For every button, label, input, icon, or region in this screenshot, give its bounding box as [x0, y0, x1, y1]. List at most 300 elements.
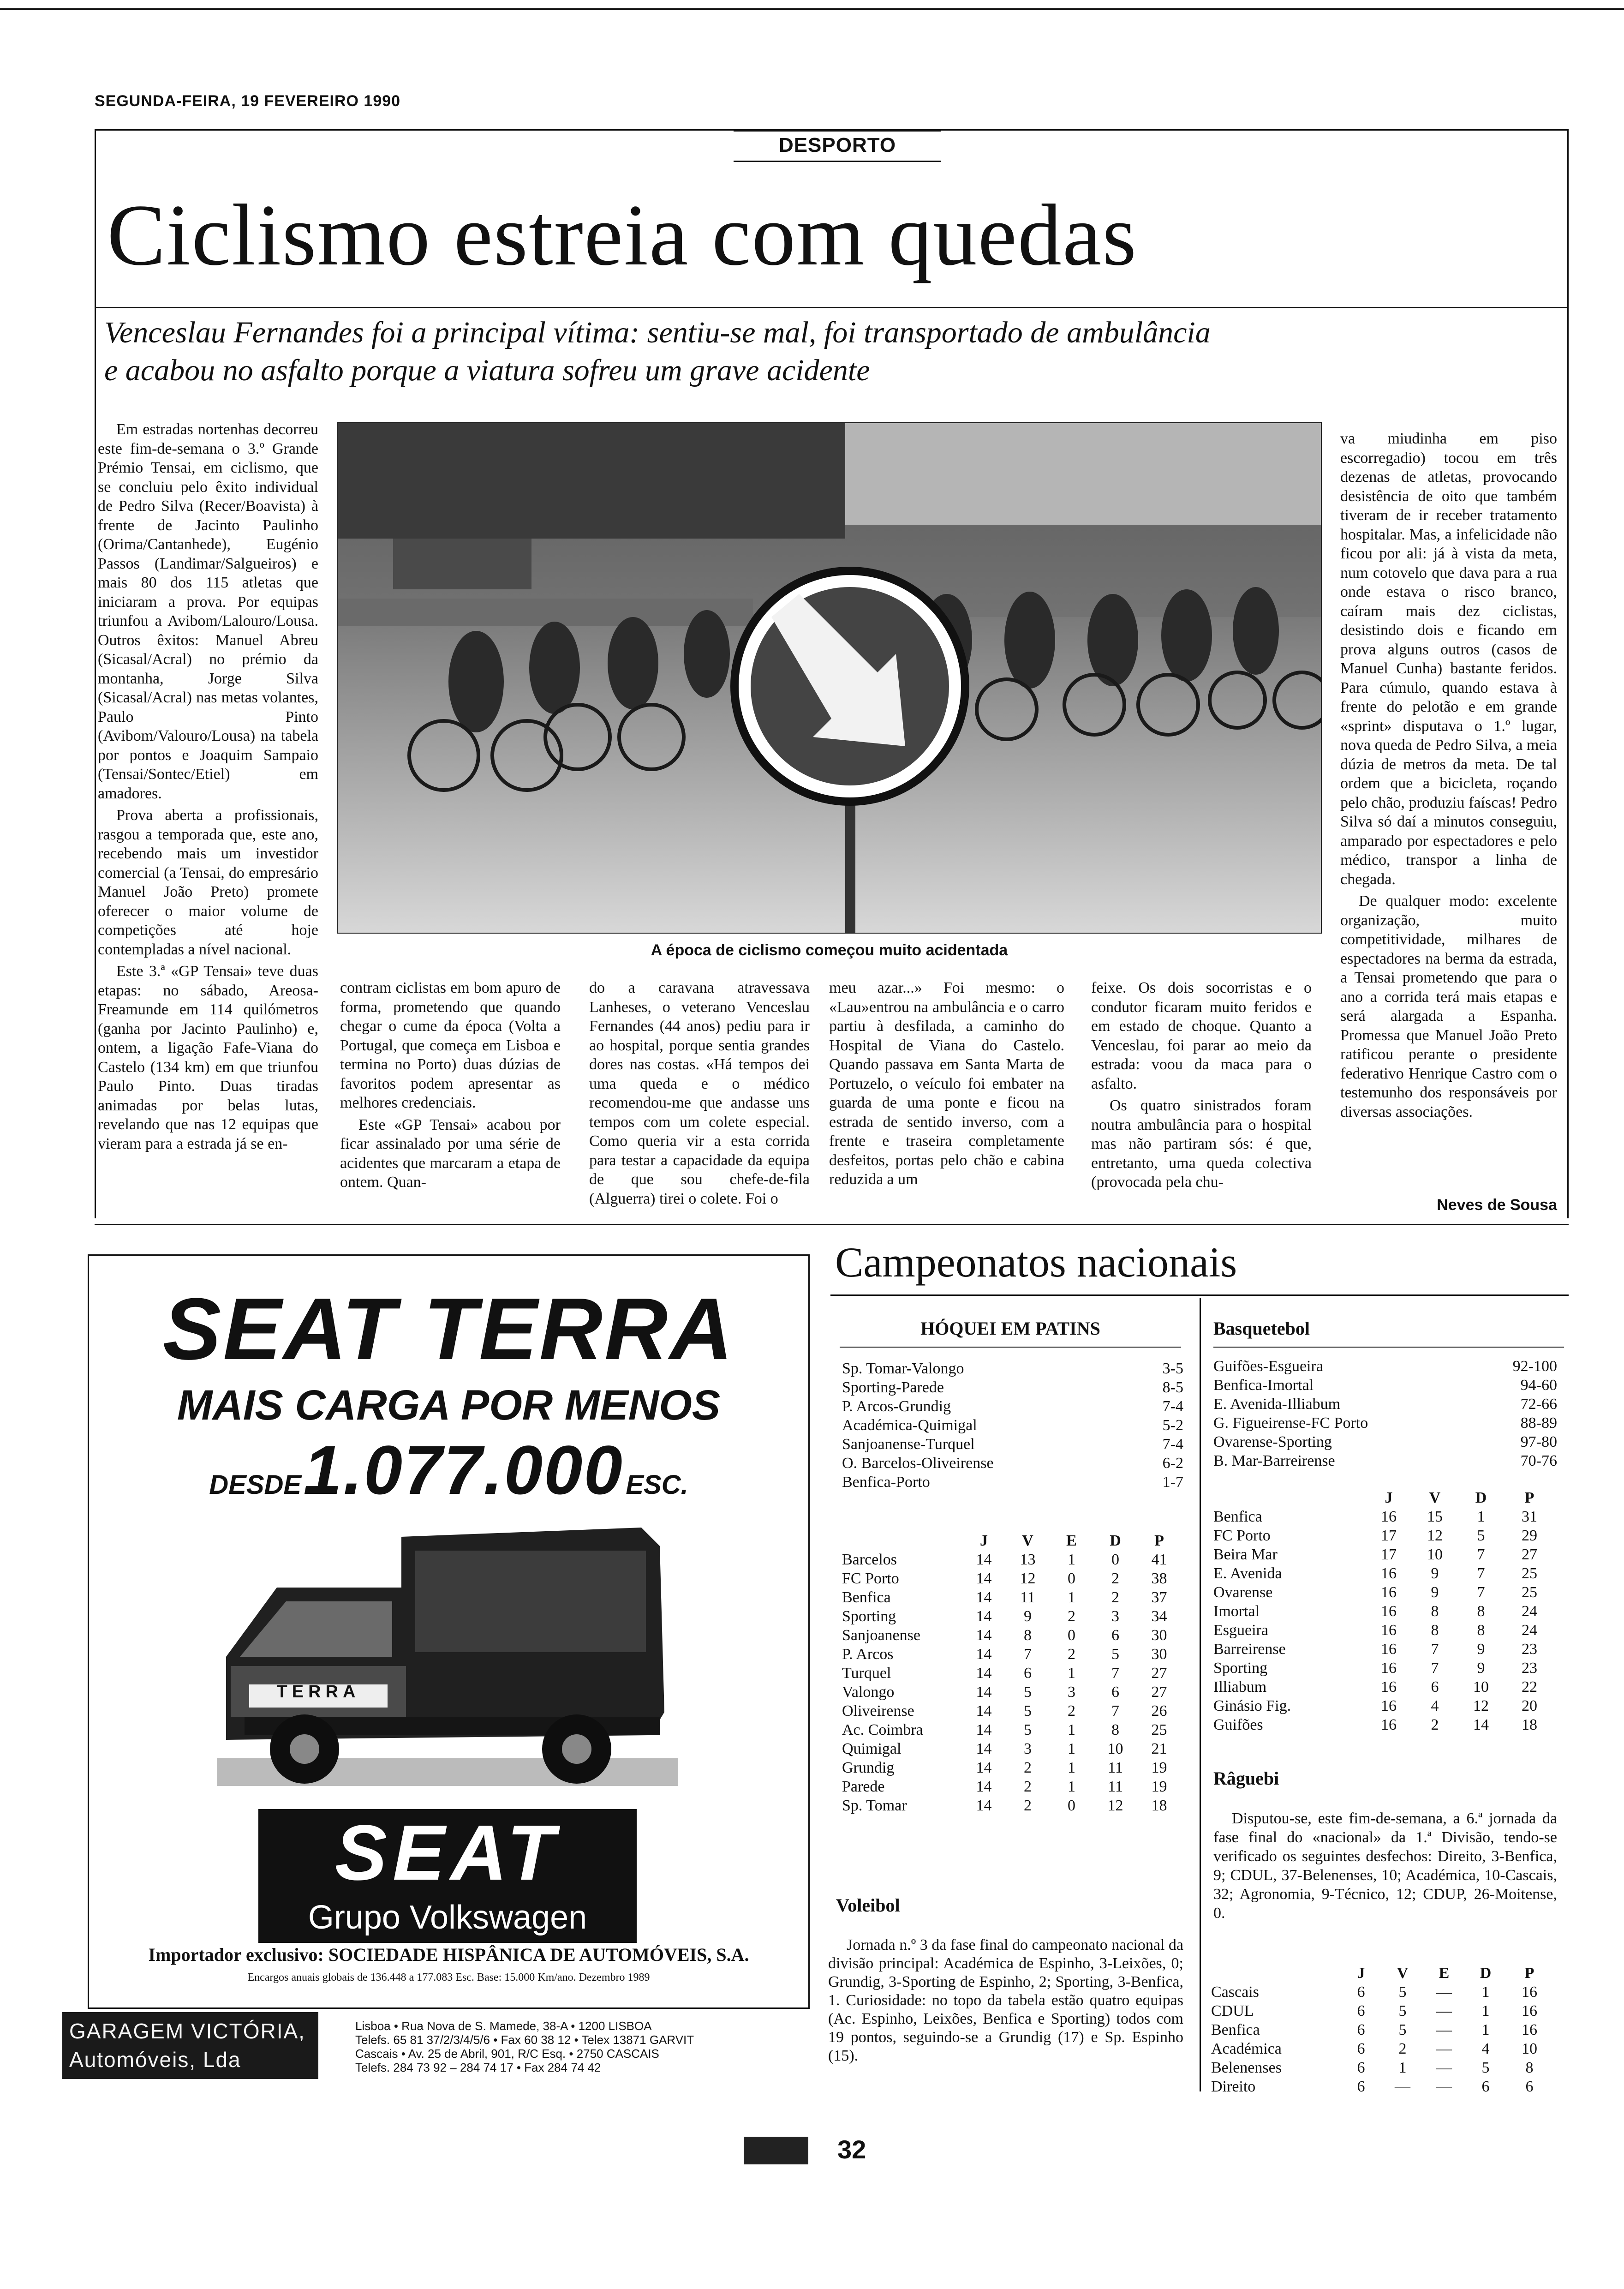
table-cell: 20 — [1522, 1697, 1537, 1714]
team-name: Sanjoanense — [842, 1627, 920, 1644]
hoquei-title: HÓQUEI EM PATINS — [920, 1318, 1100, 1339]
team-name: Valongo — [842, 1684, 895, 1701]
table-cell: 7 — [1431, 1660, 1439, 1677]
table-cell: 26 — [1151, 1702, 1167, 1720]
team-name: Beira Mar — [1213, 1546, 1278, 1563]
table-row — [842, 1626, 1183, 1645]
table-cell: 16 — [1522, 2002, 1537, 2019]
table-row — [842, 1702, 1183, 1720]
result-score: 8-5 — [1162, 1379, 1183, 1396]
result-score: 7-4 — [1162, 1436, 1183, 1453]
table-header-row — [1213, 1488, 1557, 1507]
table-cell: 5 — [1111, 1646, 1119, 1663]
photo-caption: A época de ciclismo começou muito acidentada — [651, 941, 1008, 959]
table-cell: 5 — [1398, 1983, 1407, 2001]
table-cell: 7 — [1111, 1702, 1119, 1720]
table-cell: 4 — [1481, 2040, 1490, 2057]
result-row — [1213, 1376, 1557, 1395]
table-header-cell: E — [1066, 1532, 1077, 1549]
subhead-line-2: e acabou no asfalto porque a viatura sofreu um grave acidente — [104, 354, 870, 387]
table-cell: 14 — [976, 1740, 992, 1757]
table-cell: 8 — [1111, 1721, 1119, 1738]
cycling-photo-illustration — [338, 423, 1322, 934]
table-cell: 17 — [1381, 1546, 1397, 1563]
result-match: Sporting-Parede — [842, 1379, 944, 1396]
dealer-phones-cascais: Telefs. 284 73 92 – 284 74 17 • Fax 284 74 42 — [355, 2061, 601, 2074]
table-cell: 1 — [1068, 1740, 1075, 1757]
ad-tagline: MAIS CARGA POR MENOS — [177, 1382, 721, 1429]
dateline: SEGUNDA-FEIRA, 19 FEVEREIRO 1990 — [95, 92, 401, 110]
result-row — [842, 1416, 1183, 1435]
result-row — [1213, 1395, 1557, 1414]
table-cell: 27 — [1151, 1665, 1167, 1682]
paragraph: Em estradas nortenhas decorreu este fim-de-semana o 3.º Grande Prémio Tensai, em ciclismo, que se concluiu pelo êxito individual de Pedro Silva (Recer/Boavista) à frente de Jacinto Paulinho (Orima/Cantanhede), Eugénio Passos (Landimar/Salgueiros) e mais 80 dos 115 atletas que iniciaram a prova. Por equipas triunfou a Avibom/Lalouro/Lousa. Outros êxitos: Manuel Abreu (Sicasal/Acral) no prémio da montanha, Jorge Silva (Sicasal/Acral) nas metas volantes, Paulo Pinto (Avibom/Valouro/Lousa) na tabela por pontos e Joaquim Sampaio (Tensai/Sontec/Etiel) em amadores. — [98, 421, 318, 802]
result-match: Sanjoanense-Turquel — [842, 1436, 975, 1453]
byline: Neves de Sousa — [1437, 1196, 1557, 1214]
table-cell: 25 — [1522, 1565, 1537, 1582]
van-plate: TERRA — [276, 1682, 360, 1702]
table-row — [1213, 1621, 1557, 1640]
table-cell: 1 — [1481, 2021, 1490, 2038]
paragraph: Este 3.ª «GP Tensai» teve duas etapas: no sábado, Areosa-Freamunde em 114 quilómetros (ganha por Jacinto Paulinho) e, ontem, a ligação Fafe-Viana do Castelo (134 km) em que triunfou Paulo Pinto. Duas tiradas animadas por belas lutas, revelando que nas 12 equipas que vieram para a estrada já se en- — [98, 963, 318, 1152]
basquetebol-rule — [1213, 1347, 1564, 1348]
result-row — [842, 1454, 1183, 1473]
table-cell: 6 — [1357, 1983, 1365, 2001]
table-cell: 5 — [1024, 1684, 1032, 1701]
newspaper-logo — [744, 2137, 808, 2164]
table-row — [842, 1664, 1183, 1683]
ad-fineprint: Encargos anuais globais de 136.448 a 177.083 Esc. Base: 15.000 Km/ano. Dezembro 1989 — [247, 1971, 650, 1983]
voleibol-title: Voleibol — [836, 1895, 900, 1916]
table-cell: 1 — [1068, 1759, 1075, 1776]
team-name: Ginásio Fig. — [1213, 1697, 1291, 1714]
top-rule — [0, 8, 1624, 10]
table-cell: 16 — [1381, 1584, 1397, 1601]
table-cell: 5 — [1024, 1721, 1032, 1738]
table-row — [1213, 1602, 1557, 1621]
table-row — [1211, 2077, 1557, 2096]
table-cell: 2 — [1398, 2040, 1407, 2057]
result-score: 1-7 — [1162, 1474, 1183, 1491]
table-cell: 5 — [1398, 2002, 1407, 2019]
table-cell: 18 — [1151, 1797, 1167, 1814]
standings-divider — [1200, 1298, 1201, 2091]
table-cell: 29 — [1522, 1527, 1537, 1544]
table-cell: 24 — [1522, 1622, 1537, 1639]
paragraph: Os quatro sinistrados foram noutra ambulância para o hospital mas não partiram sós: é que, entretanto, uma queda colectiva (provocada pela chu- — [1091, 1097, 1312, 1191]
paragraph: do a caravana atravessava Lanheses, o veterano Venceslau Fernandes (44 anos) pediu para ir ao hospital, porque sentia grandes dores nas costas. «Há tempos dei uma queda e o médico recomendou-me que andasse uns tempos com um colete especial. Como queria vir a esta corrida para testar a capacidade da equipa de que sou chefe-de-fila (Alguerra) tirei o colete. Foi o — [589, 979, 810, 1207]
table-row — [1213, 1545, 1557, 1564]
table-cell: 9 — [1477, 1660, 1485, 1677]
result-match: E. Avenida-Illiabum — [1213, 1396, 1341, 1413]
table-cell: 9 — [1431, 1565, 1439, 1582]
team-name: CDUL — [1211, 2002, 1254, 2019]
table-header-cell: P — [1524, 1489, 1534, 1506]
table-cell: 4 — [1431, 1697, 1439, 1714]
table-cell: 2 — [1111, 1570, 1119, 1587]
paragraph: De qualquer modo: excelente organização, muito competitividade, milhares de espectadores na berma da estrada, a Tensai prometendo que para o ano a corrida terá mais etapas e será alargada a Espanha. Promessa que Manuel João Preto ratificou perante o presidente federativo Henrique Castro com o testemunho dos responsáveis por diversas associações. — [1340, 893, 1557, 1121]
table-cell: 14 — [976, 1570, 992, 1587]
table-row — [1213, 1659, 1557, 1678]
table-header-row — [842, 1531, 1183, 1550]
result-score: 3-5 — [1162, 1360, 1183, 1377]
paragraph: va miudinha em piso escorregadio) tocou em três dezenas de atletas, provocando desistência de oito que também tiveram de ir receber tratamento hospitalar. Mas, a infelicidade não ficou por ali: já à vista da meta, num cotovelo que dava para a rua onde estava o risco branco, caíram mais dez ciclistas, desistindo dois e ficando em prova alguns outros (casos de Manuel Cunha) bastante feridos. Para cúmulo, quando estava à frente do pelotão e em grande «sprint» disputava o 1.º lugar, nova queda de Pedro Silva, a meia dúzia de metros da meta. De tal ordem que a bicicleta, roçando pelo chão, produziu faíscas! Pedro Silva só daí a minutos conseguiu, amparado por espectadores e pelo médico, transpor a linha de chegada. — [1340, 430, 1557, 888]
table-cell: — — [1436, 2021, 1452, 2038]
table-cell: 24 — [1522, 1603, 1537, 1620]
team-name: Guifões — [1213, 1716, 1263, 1733]
result-match: B. Mar-Barreirense — [1213, 1452, 1335, 1469]
team-name: Benfica — [1211, 2021, 1260, 2038]
table-cell: 16 — [1381, 1697, 1397, 1714]
team-name: Parede — [842, 1778, 885, 1795]
result-match: Ovarense-Sporting — [1213, 1433, 1332, 1450]
table-row — [1211, 1983, 1557, 2001]
table-cell: 1 — [1068, 1589, 1075, 1606]
table-cell: 15 — [1427, 1508, 1443, 1525]
table-cell: 14 — [976, 1759, 992, 1776]
ad-price-suffix: ESC. — [626, 1470, 688, 1500]
team-name: FC Porto — [1213, 1527, 1271, 1544]
table-cell: 14 — [976, 1589, 992, 1606]
table-header-cell: E — [1439, 1965, 1450, 1982]
raguebi-text-block — [1213, 1809, 1557, 1923]
table-row — [842, 1758, 1183, 1777]
table-header-cell: V — [1429, 1489, 1441, 1506]
table-row — [842, 1739, 1183, 1758]
paragraph: Prova aberta a profissionais, rasgou a temporada que, este ano, recebendo mais um investidor comercial (a Tensai, do empresário Manuel João Preto) promete oferecer o maior volume de competições até hoje contempladas a nível nacional. — [98, 807, 318, 958]
ad-title: SEAT TERRA — [162, 1280, 735, 1378]
table-cell: 3 — [1111, 1608, 1119, 1625]
table-cell: 8 — [1431, 1603, 1439, 1620]
team-name: Académica — [1211, 2040, 1282, 2057]
table-cell: 16 — [1381, 1678, 1397, 1696]
table-cell: 2 — [1024, 1778, 1032, 1795]
team-name: Grundig — [842, 1759, 895, 1776]
table-cell: 0 — [1111, 1551, 1119, 1568]
table-cell: 16 — [1381, 1641, 1397, 1658]
table-header-cell: V — [1397, 1965, 1409, 1982]
basquetebol-standings-table — [1213, 1488, 1557, 1734]
table-cell: 14 — [976, 1551, 992, 1568]
table-cell: 6 — [1024, 1665, 1032, 1682]
table-cell: 5 — [1481, 2059, 1490, 2076]
table-cell: 10 — [1473, 1678, 1489, 1696]
paragraph: contram ciclistas em bom apuro de forma, prometendo que quando chegar o cume da época (Volta a Portugal, que começa em Lisboa e termina no Porto) duas dúzias de favoritos podem apresentar as melhores credenciais. — [340, 979, 561, 1111]
table-cell: 41 — [1151, 1551, 1167, 1568]
table-cell: — — [1395, 2078, 1410, 2095]
result-match: P. Arcos-Grundig — [842, 1398, 951, 1415]
table-cell: 16 — [1522, 1983, 1537, 2001]
result-row — [842, 1397, 1183, 1416]
result-row — [842, 1473, 1183, 1492]
table-row — [1213, 1678, 1557, 1696]
table-cell: 6 — [1357, 2002, 1365, 2019]
team-name: Illiabum — [1213, 1678, 1267, 1696]
result-row — [842, 1435, 1183, 1454]
standings-title: Campeonatos nacionais — [835, 1239, 1237, 1286]
table-header-cell: P — [1524, 1965, 1534, 1982]
raguebi-standings-table — [1211, 1964, 1557, 2096]
table-row — [1213, 1583, 1557, 1602]
table-cell: 7 — [1431, 1641, 1439, 1658]
article-column-right — [1340, 429, 1557, 1121]
table-row — [842, 1720, 1183, 1739]
table-header-cell: D — [1475, 1489, 1487, 1506]
result-score: 72-66 — [1520, 1396, 1557, 1413]
hoquei-rule — [840, 1347, 1181, 1348]
team-name: Cascais — [1211, 1983, 1259, 2001]
team-name: Esgueira — [1213, 1622, 1268, 1639]
article-column-4 — [829, 978, 1064, 1189]
table-cell: 16 — [1381, 1716, 1397, 1733]
table-cell: — — [1436, 1983, 1452, 2001]
table-cell: 38 — [1151, 1570, 1167, 1587]
table-header-spacer — [842, 1531, 962, 1550]
table-cell: 2 — [1024, 1759, 1032, 1776]
dealer-address-cascais: Cascais • Av. 25 de Abril, 901, R/C Esq. • 2750 CASCAIS — [355, 2047, 659, 2061]
table-cell: 7 — [1111, 1665, 1119, 1682]
paragraph: feixe. Os dois socorristas e o condutor ficaram muito feridos e em estado de choque. Quanto a Venceslau, foi parar ao meio da estrada: voou da maca para o asfalto. — [1091, 979, 1312, 1092]
table-cell: 18 — [1522, 1716, 1537, 1733]
team-name: Direito — [1211, 2078, 1256, 2095]
team-name: Turquel — [842, 1665, 891, 1682]
subhead — [104, 314, 1211, 389]
table-cell: 1 — [1398, 2059, 1407, 2076]
table-header-cell: D — [1110, 1532, 1121, 1549]
table-cell: 27 — [1522, 1546, 1537, 1563]
table-cell: 16 — [1381, 1603, 1397, 1620]
team-name: Ac. Coimbra — [842, 1721, 923, 1738]
table-row — [1211, 2039, 1557, 2058]
table-cell: 17 — [1381, 1527, 1397, 1544]
table-row — [1211, 2020, 1557, 2039]
result-row — [1213, 1451, 1557, 1470]
table-cell: — — [1436, 2078, 1452, 2095]
table-cell: 0 — [1068, 1797, 1075, 1814]
table-cell: 14 — [1473, 1716, 1489, 1733]
table-row — [1213, 1507, 1557, 1526]
table-cell: 16 — [1381, 1622, 1397, 1639]
raguebi-text: Disputou-se, este fim-de-semana, a 6.ª jornada da fase final do «nacional» da 1.ª Divisão, tendo-se verificado os seguintes desfechos: Direito, 3-Benfica, 9; CDUL, 37-Belenenses, 10; Académica, 10-Cascais, 32; Agronomia, 9-Técnico, 12; CDUP, 26-Moitense, 0. — [1213, 1810, 1557, 1922]
table-cell: 6 — [1111, 1684, 1119, 1701]
table-cell: 6 — [1111, 1627, 1119, 1644]
table-cell: 2 — [1068, 1608, 1075, 1625]
table-cell: 37 — [1151, 1589, 1167, 1606]
table-header-cell: D — [1480, 1965, 1492, 1982]
table-row — [1213, 1696, 1557, 1715]
table-row — [1213, 1564, 1557, 1583]
table-cell: 1 — [1068, 1665, 1075, 1682]
table-cell: 10 — [1107, 1740, 1123, 1757]
result-row — [842, 1378, 1183, 1397]
team-name: Quimigal — [842, 1740, 902, 1757]
result-match: Sp. Tomar-Valongo — [842, 1360, 964, 1377]
table-cell: 16 — [1381, 1565, 1397, 1582]
table-header-spacer — [1211, 1964, 1340, 1983]
headline: Ciclismo estreia com quedas — [107, 187, 1138, 284]
result-row — [1213, 1357, 1557, 1376]
table-cell: 1 — [1068, 1551, 1075, 1568]
table-row — [842, 1777, 1183, 1796]
table-row — [1213, 1640, 1557, 1659]
team-name: Benfica — [1213, 1508, 1262, 1525]
table-cell: 19 — [1151, 1778, 1167, 1795]
team-name: Sporting — [1213, 1660, 1268, 1677]
dealer-address-lisboa: Lisboa • Rua Nova de S. Mamede, 38-A • 1200 LISBOA — [355, 2019, 652, 2033]
table-cell: 25 — [1522, 1584, 1537, 1601]
table-cell: 14 — [976, 1646, 992, 1663]
team-name: Barcelos — [842, 1551, 897, 1568]
table-cell: 11 — [1108, 1759, 1123, 1776]
table-cell: 3 — [1068, 1684, 1075, 1701]
team-name: Sporting — [842, 1608, 896, 1625]
table-cell: 2 — [1111, 1589, 1119, 1606]
team-name: Belenenses — [1211, 2059, 1282, 2076]
table-header-cell: P — [1154, 1532, 1164, 1549]
result-match: Académica-Quimigal — [842, 1417, 977, 1434]
table-cell: 8 — [1525, 2059, 1534, 2076]
team-name: Sp. Tomar — [842, 1797, 907, 1814]
table-cell: 14 — [976, 1665, 992, 1682]
table-header-cell: J — [1385, 1489, 1393, 1506]
ad-importer: Importador exclusivo: SOCIEDADE HISPÂNICA DE AUTOMÓVEIS, S.A. — [148, 1944, 749, 1965]
table-cell: 8 — [1431, 1622, 1439, 1639]
table-row — [842, 1569, 1183, 1588]
article-column-2 — [340, 978, 561, 1192]
result-match: O. Barcelos-Oliveirense — [842, 1455, 994, 1472]
team-name: Oliveirense — [842, 1702, 914, 1720]
seat-terra-van-image — [198, 1518, 687, 1795]
table-cell: 14 — [976, 1721, 992, 1738]
table-header-row — [1211, 1964, 1557, 1983]
paragraph: meu azar...» Foi mesmo: o «Lau»entrou na ambulância e o carro partiu à desfilada, a caminho do Hospital de Viana do Castelo. Quando passava em Santa Marta de Portuzelo, o veículo foi embater na guarda de uma ponte e ficou na estrada de sentido inverso, com a frente e traseira completamente desfeitos, portas pelo chão e cabina reduzida a um — [829, 979, 1064, 1188]
section-label: DESPORTO — [778, 134, 896, 156]
result-score: 94-60 — [1520, 1377, 1557, 1394]
dealer-name-line-2: Automóveis, Lda — [69, 2048, 241, 2072]
table-cell: 7 — [1477, 1546, 1485, 1563]
table-cell: — — [1436, 2059, 1452, 2076]
table-cell: 23 — [1522, 1641, 1537, 1658]
section-rule-top — [734, 129, 941, 132]
table-header-spacer — [1213, 1488, 1366, 1507]
dealer-addresses — [355, 2019, 770, 2074]
article-column-3 — [589, 978, 810, 1208]
table-cell: 0 — [1068, 1627, 1075, 1644]
team-name: Benfica — [842, 1589, 891, 1606]
dealer-name — [69, 2017, 314, 2074]
dealer-phones-lisboa: Telefs. 65 81 37/2/3/4/5/6 • Fax 60 38 12 • Telex 13871 GARVIT — [355, 2033, 694, 2047]
result-score: 5-2 — [1162, 1417, 1183, 1434]
table-row — [842, 1683, 1183, 1702]
team-name: Barreirense — [1213, 1641, 1286, 1658]
article-column-5 — [1091, 978, 1312, 1192]
hoquei-standings-table — [842, 1531, 1183, 1815]
seat-logo: SEAT — [334, 1809, 561, 1897]
table-cell: 6 — [1357, 2040, 1365, 2057]
table-cell: 21 — [1151, 1740, 1167, 1757]
table-cell: 3 — [1024, 1740, 1032, 1757]
page-number: 32 — [837, 2135, 866, 2164]
table-row — [842, 1588, 1183, 1607]
hoquei-results — [842, 1359, 1183, 1492]
table-cell: 34 — [1151, 1608, 1167, 1625]
voleibol-text: Jornada n.º 3 da fase final do campeonato nacional da divisão principal: Académica de Espinho, 3-Leixões, 0; Grundig, 3-Sporting de Espinho, 2; Sporting, 3-Benfica, 1. Curiosidade: no topo da tabela estão quatro equipas (Ac. Espinho, Leixões, Benfica e Sporting) todos com 19 pontos, seguindo-se a Grundig (17) e Sp. Espinho (15). — [828, 1936, 1183, 2064]
table-cell: 31 — [1522, 1508, 1537, 1525]
team-name: Ovarense — [1213, 1584, 1273, 1601]
table-cell: 11 — [1108, 1778, 1123, 1795]
table-cell: 6 — [1357, 2078, 1365, 2095]
table-cell: 14 — [976, 1684, 992, 1701]
table-cell: 6 — [1357, 2059, 1365, 2076]
vw-group-label: Grupo Volkswagen — [308, 1899, 587, 1936]
table-cell: 14 — [976, 1627, 992, 1644]
table-cell: 23 — [1522, 1660, 1537, 1677]
table-cell: 2 — [1431, 1716, 1439, 1733]
table-cell: 8 — [1477, 1622, 1485, 1639]
table-row — [1213, 1715, 1557, 1734]
result-score: 92-100 — [1512, 1358, 1557, 1375]
table-cell: 1 — [1481, 1983, 1490, 2001]
table-cell: 12 — [1020, 1570, 1036, 1587]
table-cell: 1 — [1481, 2002, 1490, 2019]
standings-rule — [830, 1294, 1569, 1296]
table-cell: 14 — [976, 1797, 992, 1814]
headline-rule — [95, 307, 1569, 308]
table-row — [1213, 1526, 1557, 1545]
table-cell: 16 — [1522, 2021, 1537, 2038]
result-match: Benfica-Imortal — [1213, 1377, 1314, 1394]
table-cell: 7 — [1477, 1584, 1485, 1601]
table-cell: 7 — [1024, 1646, 1032, 1663]
voleibol-text-block — [828, 1936, 1183, 2065]
table-cell: 11 — [1020, 1589, 1035, 1606]
table-cell: — — [1436, 2002, 1452, 2019]
table-cell: 16 — [1381, 1660, 1397, 1677]
article-column-1 — [98, 420, 318, 1153]
ad-price-prefix: DESDE — [209, 1470, 302, 1500]
result-score: 70-76 — [1520, 1452, 1557, 1469]
table-cell: 10 — [1522, 2040, 1537, 2057]
table-cell: 12 — [1473, 1697, 1489, 1714]
table-cell: 9 — [1477, 1641, 1485, 1658]
table-row — [842, 1607, 1183, 1626]
team-name: Imortal — [1213, 1603, 1260, 1620]
table-cell: 6 — [1357, 2021, 1365, 2038]
table-row — [842, 1550, 1183, 1569]
result-row — [1213, 1432, 1557, 1451]
team-name: E. Avenida — [1213, 1565, 1282, 1582]
table-cell: 13 — [1020, 1551, 1036, 1568]
table-cell: 14 — [976, 1608, 992, 1625]
table-cell: 9 — [1431, 1584, 1439, 1601]
table-cell: 6 — [1431, 1678, 1439, 1696]
van-illustration — [198, 1518, 687, 1795]
table-header-cell: V — [1022, 1532, 1033, 1549]
cycling-photo — [337, 422, 1322, 934]
team-name: FC Porto — [842, 1570, 899, 1587]
table-cell: 2 — [1024, 1797, 1032, 1814]
table-cell: 7 — [1477, 1565, 1485, 1582]
result-match: Guifões-Esgueira — [1213, 1358, 1323, 1375]
table-cell: 19 — [1151, 1759, 1167, 1776]
table-cell: 1 — [1068, 1721, 1075, 1738]
table-cell: 27 — [1151, 1684, 1167, 1701]
table-cell: 12 — [1427, 1527, 1443, 1544]
table-header-cell: J — [980, 1532, 988, 1549]
section-rule-bottom — [734, 161, 941, 162]
article-bottom-rule — [95, 1224, 1569, 1225]
table-row — [842, 1796, 1183, 1815]
